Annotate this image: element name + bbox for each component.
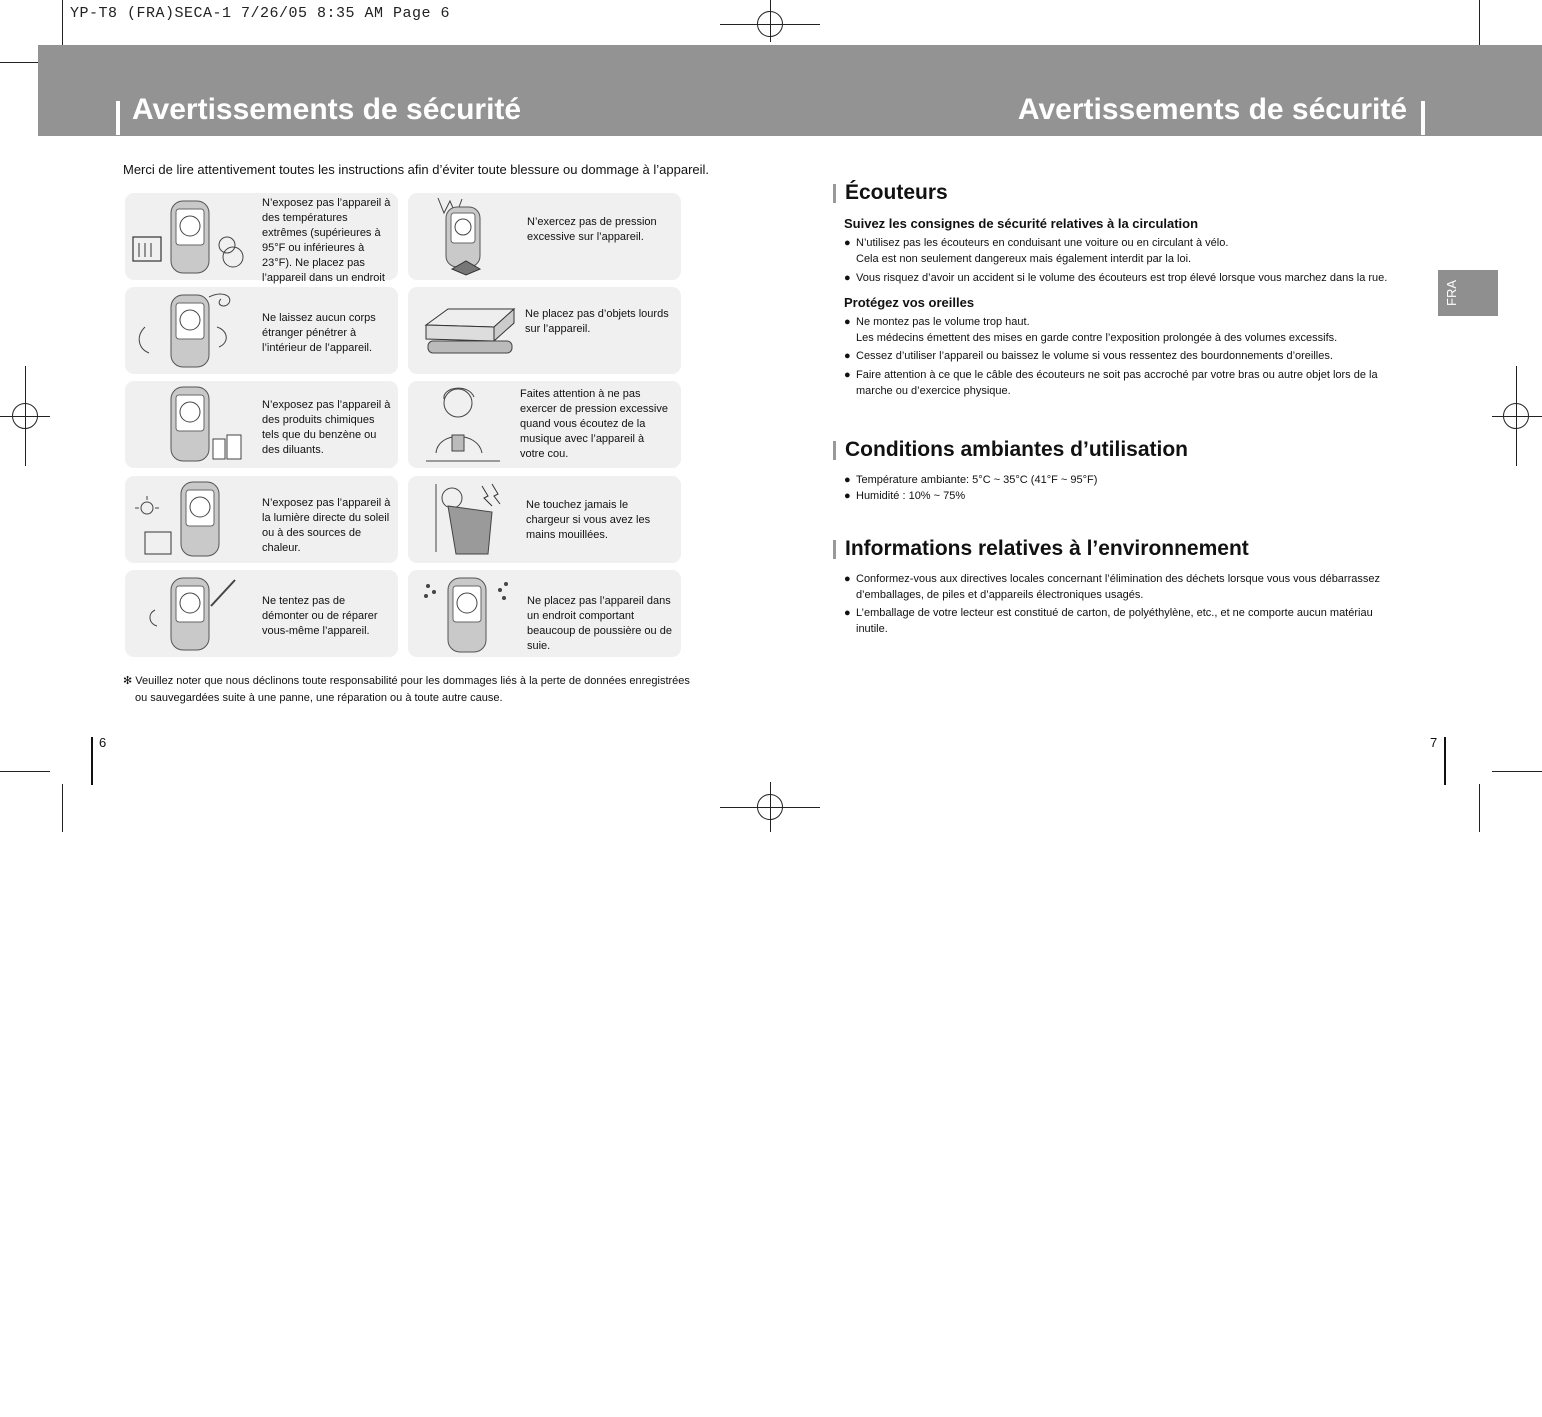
bullet-text: Humidité : 10% ~ 75% (856, 490, 966, 502)
warning-card-foreign-objects (125, 287, 398, 374)
bullet-item (844, 367, 1404, 399)
card-text: N’exposez pas l’appareil à des produits chimiques tels que du benzène ou des diluants. (262, 399, 391, 456)
bullet-item (844, 348, 1414, 364)
warning-card-dust (408, 570, 681, 657)
registration-mark (12, 403, 38, 429)
registration-mark (757, 11, 783, 37)
bullet-text: L’emballage de votre lecteur est constitué de carton, de polyéthylène, etc., et ne comporte aucun matériau inutile. (856, 607, 1373, 635)
card-text: N’exposez pas l’appareil à des températures extrêmes (supérieures à 95°F ou inférieures à 23°F). Ne placez pas l’appareil dans un endroit (262, 197, 391, 284)
crop-mark (0, 771, 50, 772)
crop-mark (1479, 784, 1480, 832)
bullet-text: N’utilisez pas les écouteurs en conduisant une voiture ou en circulant à vélo. (856, 237, 1229, 249)
bullet-text: Faire attention à ce que le câble des écouteurs ne soit pas accroché par votre bras ou autre objet lors de la marche ou d’exercice physique. (856, 369, 1378, 397)
bullet-item (844, 605, 1404, 637)
device-illustration (125, 193, 255, 280)
warning-card-charger (408, 476, 681, 563)
page-title-right: Avertissements de sécurité (1017, 93, 1407, 126)
bullet-text: Les médecins émettent des mises en garde contre l’exposition prolongée à des volumes excessifs. (856, 332, 1338, 344)
device-illustration (408, 287, 523, 374)
subheading-ears: Protégez vos oreilles (844, 295, 975, 310)
card-text: Faites attention à ne pas exercer de pression excessive quand vous écoutez de la musique avec l’appareil à votre cou. (520, 388, 668, 460)
bullet-icon: ● (844, 272, 851, 284)
bullet-text: Vous risquez d’avoir un accident si le volume des écouteurs est trop élevé lorsque vous marchez dans la rue. (856, 272, 1388, 284)
page-marker (91, 737, 93, 785)
card-text: Ne tentez pas de démonter ou de réparer vous-même l’appareil. (262, 595, 378, 637)
device-illustration (408, 570, 523, 657)
print-slug: YP-T8 (FRA)SECA-1 7/26/05 8:35 AM Page 6 (70, 5, 451, 22)
warning-card-chemicals (125, 381, 398, 468)
note-star: ✻ (123, 675, 133, 687)
bullet-item (844, 270, 1424, 286)
bullet-icon: ● (844, 350, 851, 362)
crop-mark (1479, 0, 1480, 48)
subheading-traffic: Suivez les consignes de sécurité relatives à la circulation (844, 216, 1199, 231)
page-marker (1444, 737, 1446, 785)
page-title-left: Avertissements de sécurité (132, 93, 522, 126)
crop-mark (62, 784, 63, 832)
bullet-text: Ne montez pas le volume trop haut. (856, 316, 1030, 328)
registration-mark (1503, 403, 1529, 429)
warning-card-sunlight (125, 476, 398, 563)
crop-mark (62, 0, 63, 48)
warning-card-pressure (408, 193, 681, 280)
bullet-item (844, 571, 1404, 603)
section-bar (833, 441, 836, 460)
device-illustration (125, 287, 255, 374)
warning-card-neck (408, 381, 681, 468)
device-illustration (125, 570, 255, 657)
section-title-conditions: Conditions ambiantes d’utilisation (845, 438, 1189, 461)
card-text: Ne touchez jamais le chargeur si vous avez les mains mouillées. (526, 499, 651, 541)
card-text: Ne laissez aucun corps étranger pénétrer à l’intérieur de l’appareil. (262, 312, 376, 354)
language-tab (1438, 270, 1498, 316)
crop-mark (1492, 771, 1542, 772)
section-bar (833, 184, 836, 203)
bullet-item (844, 235, 1414, 267)
card-text: Ne placez pas l’appareil dans un endroit comportant beaucoup de poussière ou de suie. (527, 595, 672, 652)
bullet-text: Conformez-vous aux directives locales concernant l’élimination des déchets lorsque vous vous débarrassez d’emballages, de piles et d’appareils électroniques usagés. (856, 573, 1380, 601)
device-illustration (125, 476, 255, 563)
bullet-text: Cessez d’utiliser l’appareil ou baissez le volume si vous ressentez des bourdonnements d’oreilles. (856, 350, 1333, 362)
bullet-icon: ● (844, 237, 851, 249)
page-number-left: 6 (99, 735, 107, 750)
card-text: N’exercez pas de pression excessive sur l’appareil. (527, 216, 657, 243)
page-number-right: 7 (1430, 735, 1438, 750)
bullet-icon: ● (844, 607, 851, 619)
charger-illustration (408, 476, 523, 563)
card-text: N’exposez pas l’appareil à la lumière directe du soleil ou à des sources de chaleur. (262, 497, 391, 554)
bullet-icon: ● (844, 490, 851, 502)
device-illustration (125, 381, 255, 468)
bullet-item (844, 488, 1414, 504)
note-line: Veuillez noter que nous déclinons toute responsabilité pour les dommages liés à la perte de données enregistrées (135, 675, 690, 687)
bullet-icon: ● (844, 316, 851, 328)
title-bar-right (1421, 101, 1425, 135)
person-illustration (408, 381, 518, 468)
bullet-item (844, 314, 1414, 346)
warning-card-temperature (125, 193, 398, 284)
card-text: Ne placez pas d’objets lourds sur l’appareil. (525, 308, 669, 335)
bullet-icon: ● (844, 474, 851, 486)
note-line: ou sauvegardées suite à une panne, une réparation ou à toute autre cause. (135, 692, 503, 704)
disclaimer-note (123, 673, 723, 707)
device-illustration (408, 193, 518, 280)
section-title-ecouteurs: Écouteurs (845, 181, 948, 204)
warning-card-disassembly (125, 570, 398, 657)
section-bar (833, 540, 836, 559)
language-tab-label: FRA (1444, 280, 1459, 306)
bullet-icon: ● (844, 573, 851, 585)
registration-mark (757, 794, 783, 820)
bullet-text: Température ambiante: 5°C ~ 35°C (41°F ~ 95°F) (856, 474, 1098, 486)
bullet-text: Cela est non seulement dangereux mais également interdit par la loi. (856, 253, 1192, 265)
section-title-environnement: Informations relatives à l’environnement (845, 537, 1249, 560)
warning-card-heavy-objects (408, 287, 681, 374)
bullet-icon: ● (844, 369, 851, 381)
bullet-item (844, 472, 1414, 488)
intro-text: Merci de lire attentivement toutes les instructions afin d’éviter toute blessure ou dommage à l’appareil. (123, 162, 710, 177)
title-bar-left (116, 101, 120, 135)
